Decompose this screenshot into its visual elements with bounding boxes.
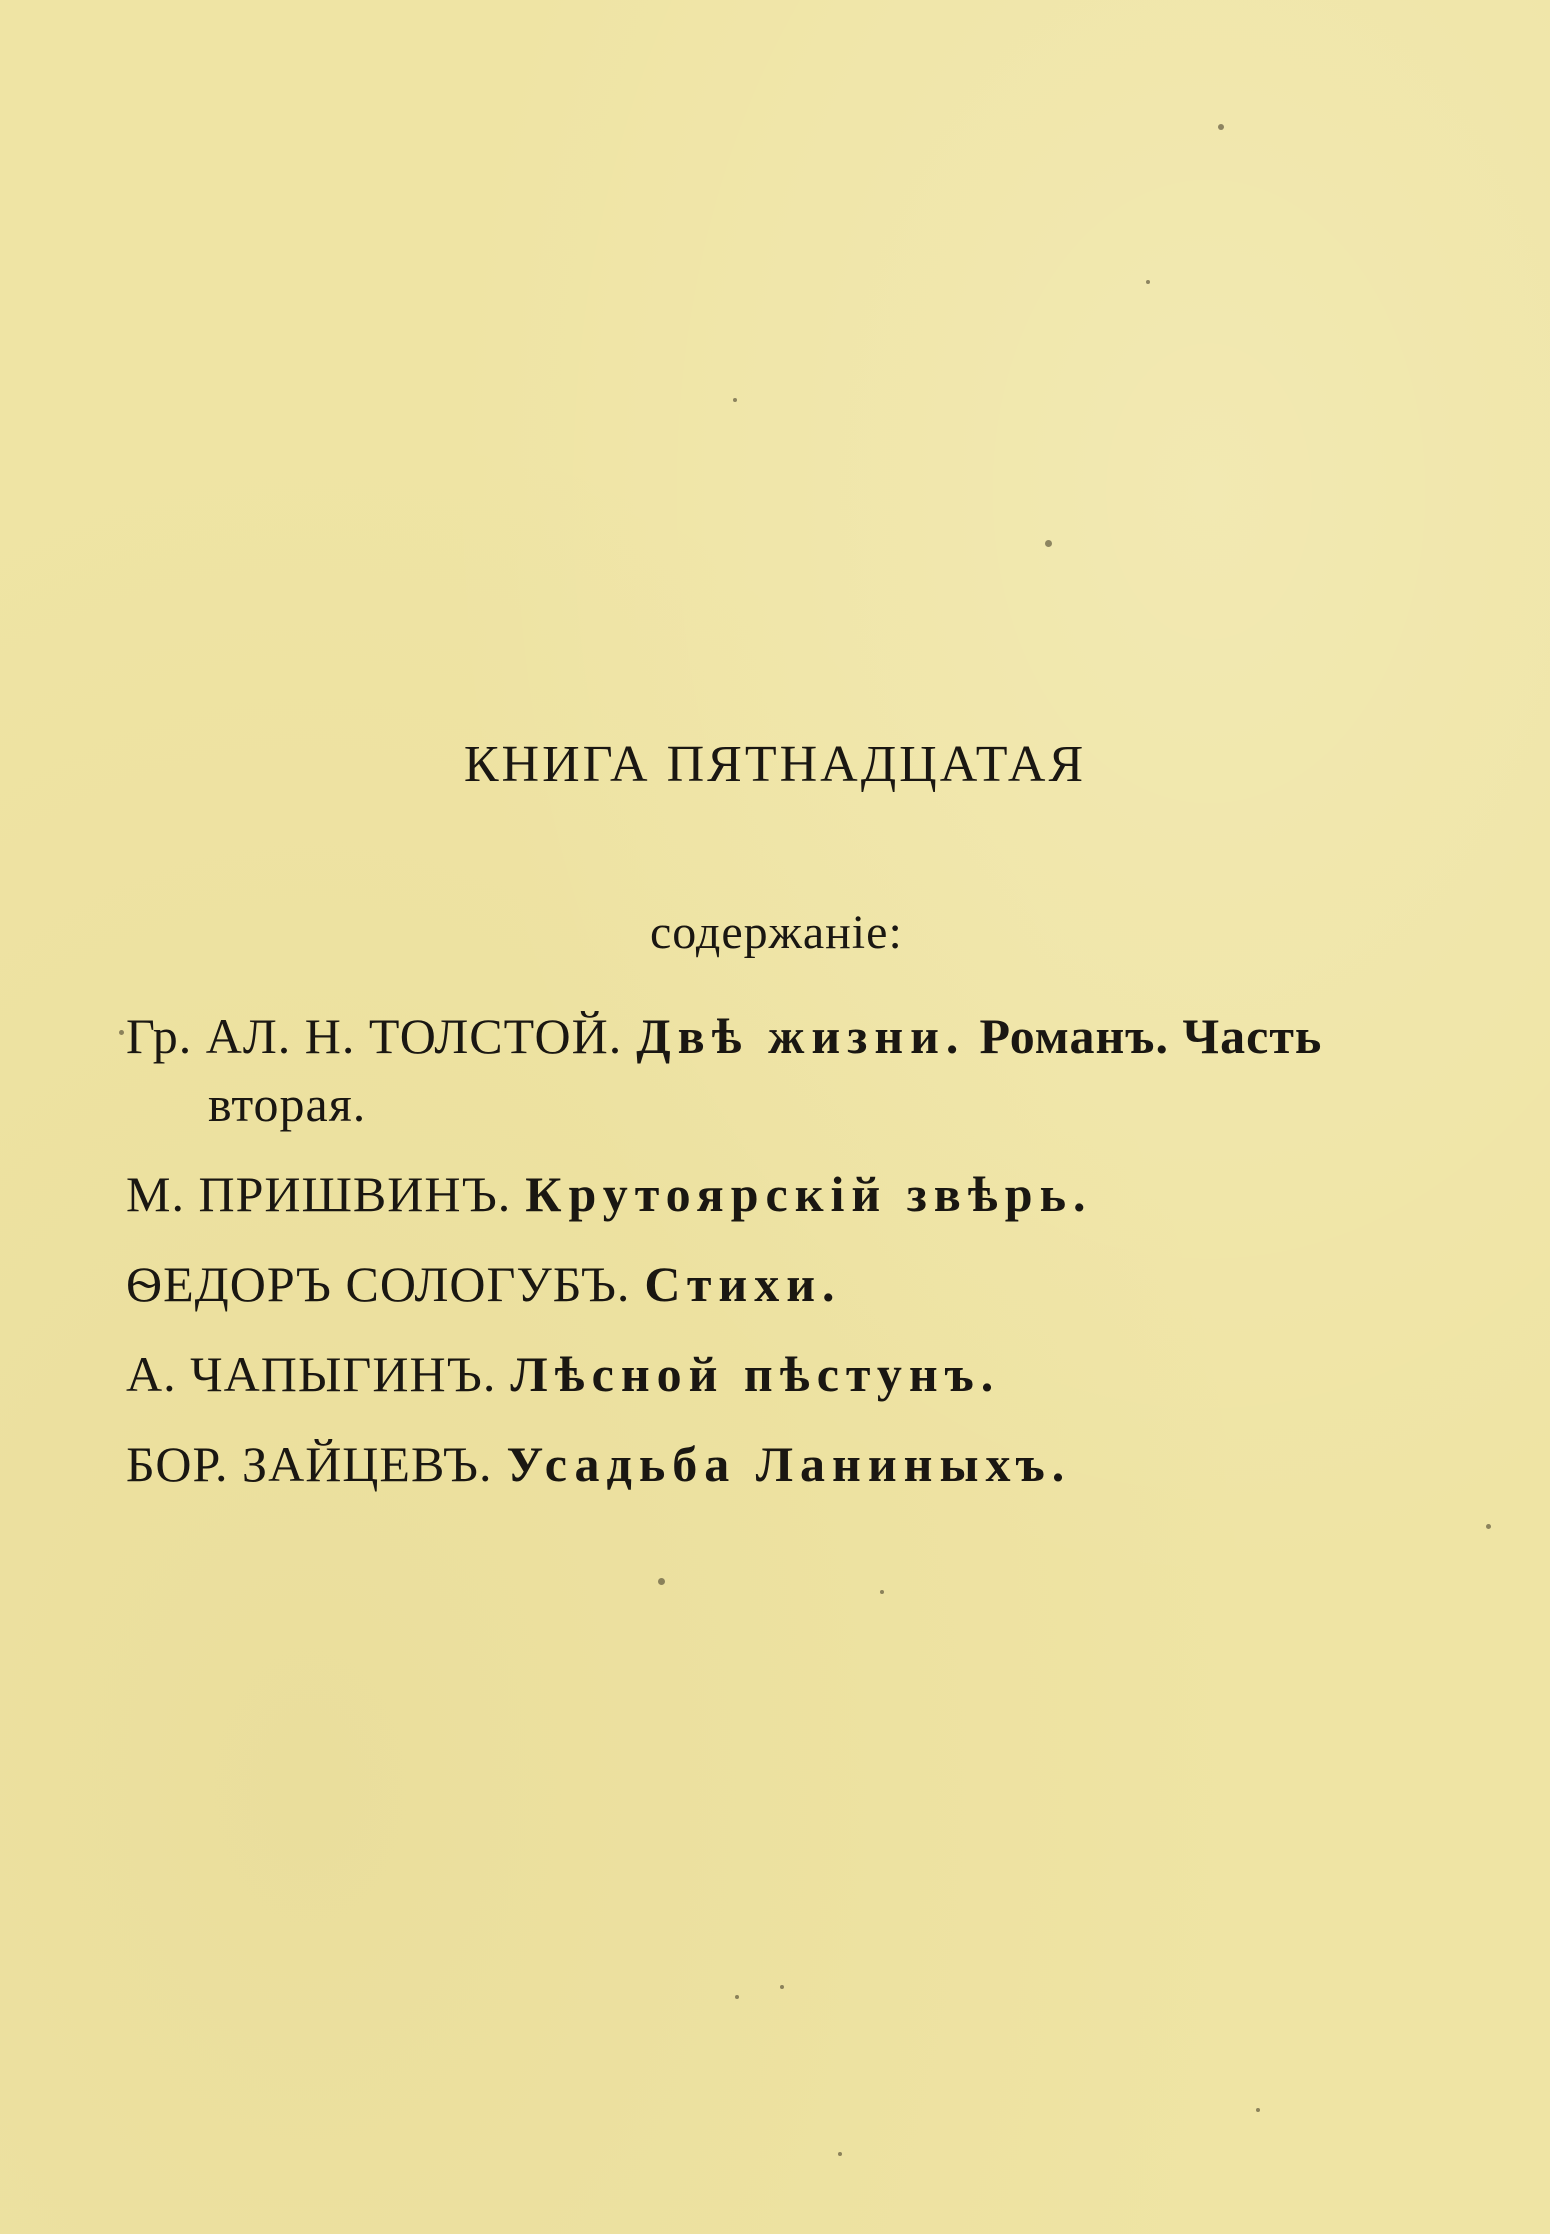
paper-speck <box>1218 124 1224 130</box>
entry-author: М. ПРИШВИНЪ. <box>126 1166 512 1222</box>
entry-work-extra: Романъ. Часть <box>979 1008 1323 1064</box>
entry-work: Лѣсной пѣстунъ. <box>510 1346 1001 1402</box>
paper-speck <box>780 1985 784 1989</box>
table-of-contents <box>126 1000 1446 1518</box>
paper-speck <box>1146 280 1150 284</box>
entry-continuation: вторая. <box>208 1076 367 1132</box>
paper-speck <box>1486 1524 1491 1529</box>
toc-entry-prishvin <box>126 1158 1446 1230</box>
entry-author: ѲЕДОРЪ СОЛОГУБЪ. <box>126 1256 631 1312</box>
toc-entry-zaitsev <box>126 1428 1446 1500</box>
paper-speck <box>880 1590 884 1594</box>
toc-entry-chapygin <box>126 1338 1446 1410</box>
contents-label: содержанiе: <box>650 906 903 959</box>
paper-speck <box>658 1578 665 1585</box>
paper-speck <box>1045 540 1052 547</box>
entry-author: Гр. АЛ. Н. ТОЛСТОЙ. <box>126 1008 623 1064</box>
toc-entry-sologub <box>126 1248 1446 1320</box>
entry-work: Двѣ жизни. <box>636 1008 966 1064</box>
entry-author: А. ЧАПЫГИНЪ. <box>126 1346 497 1402</box>
paper-speck <box>733 398 737 402</box>
paper-speck <box>838 2152 842 2156</box>
entry-work: Усадьба Ланиныхъ. <box>506 1436 1072 1492</box>
entry-author: БОР. ЗАЙЦЕВЪ. <box>126 1436 493 1492</box>
entry-work: Крутоярскiй звѣрь. <box>525 1166 1093 1222</box>
paper-speck <box>119 1030 124 1035</box>
toc-entry-tolstoy <box>126 1000 1446 1140</box>
paper-speck <box>1256 2108 1260 2112</box>
paper-speck <box>735 1995 739 1999</box>
book-title: КНИГА ПЯТНАДЦАТАЯ <box>463 736 1087 793</box>
entry-work: Стихи. <box>644 1256 842 1312</box>
